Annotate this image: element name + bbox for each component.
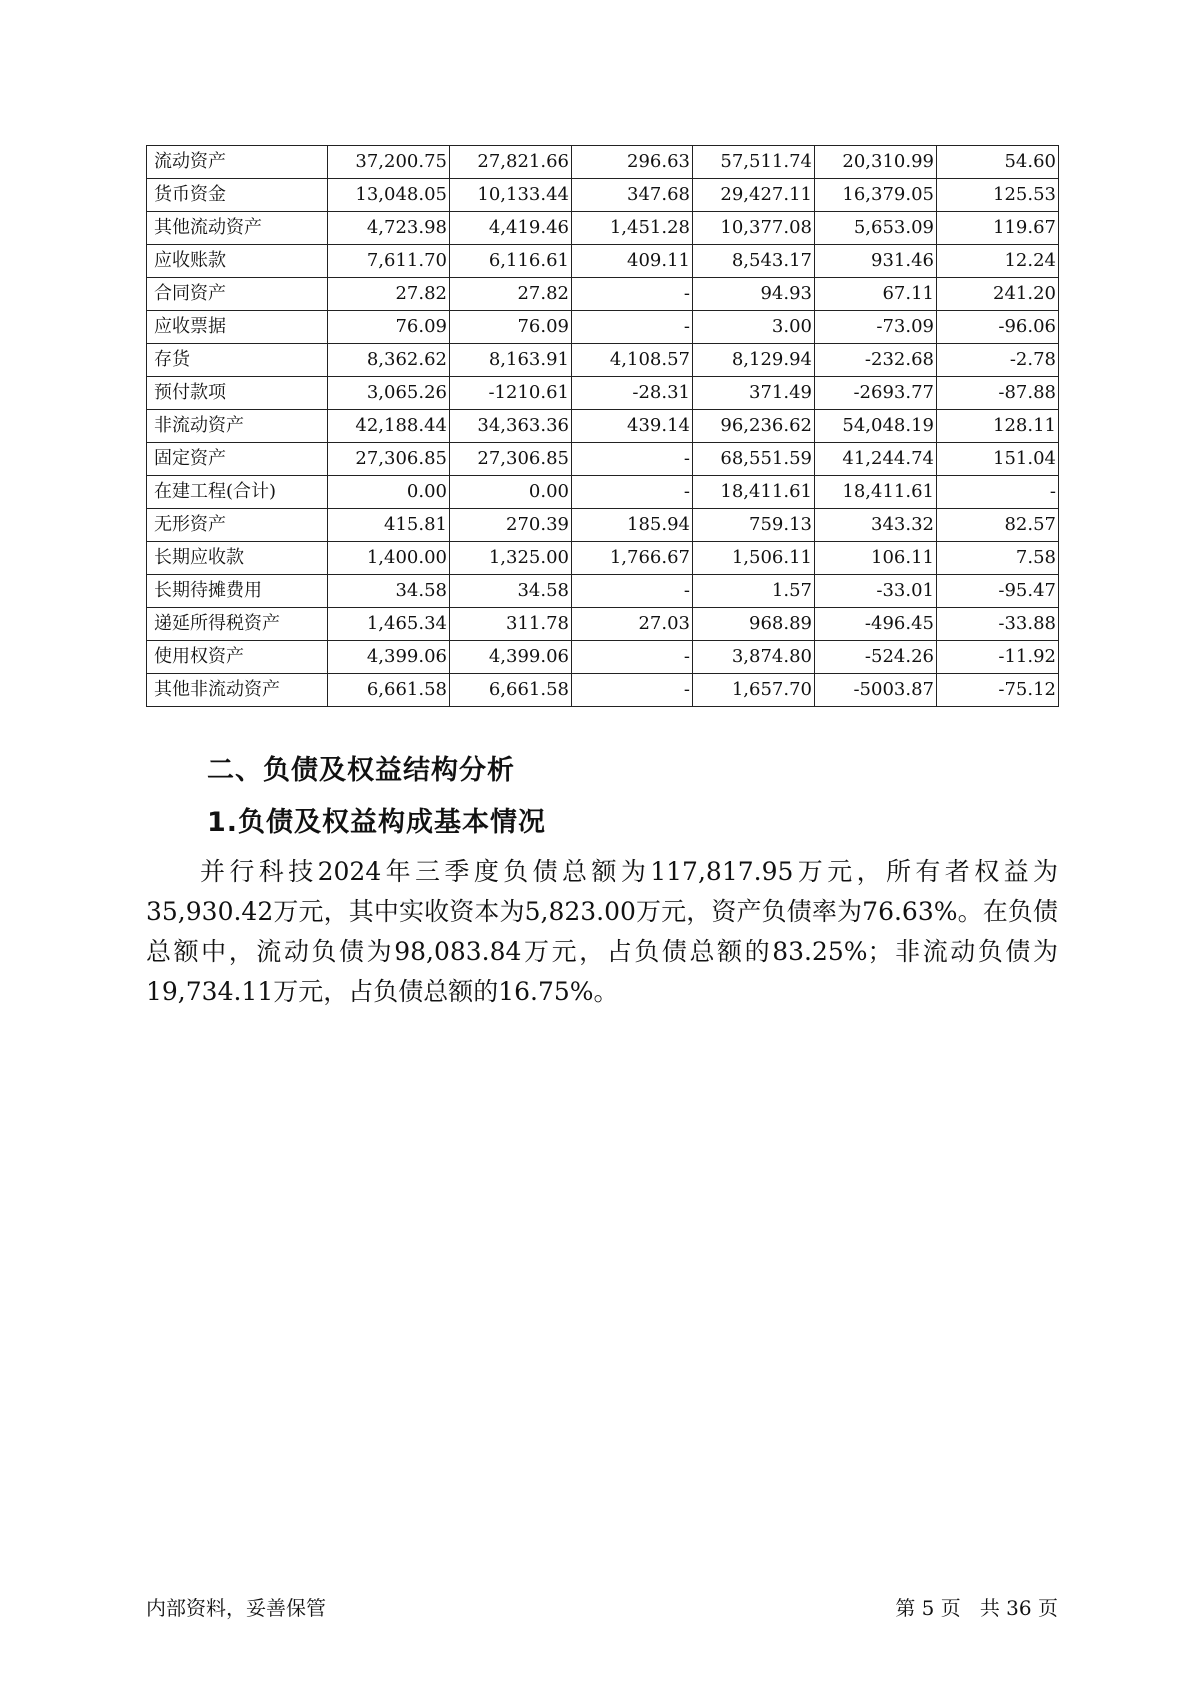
- value-cell: 3,065.26: [328, 377, 450, 410]
- value-cell: -2693.77: [815, 377, 937, 410]
- value-cell: 8,129.94: [693, 344, 815, 377]
- value-cell: 34.58: [328, 575, 450, 608]
- value-cell: 82.57: [937, 509, 1059, 542]
- value-cell: -73.09: [815, 311, 937, 344]
- value-cell: 68,551.59: [693, 443, 815, 476]
- value-cell: -: [572, 311, 693, 344]
- value-cell: 409.11: [572, 245, 693, 278]
- row-label-cell: 长期待摊费用: [147, 575, 328, 608]
- row-label-cell: 其他非流动资产: [147, 674, 328, 707]
- table-row: [147, 410, 1059, 443]
- value-cell: -: [937, 476, 1059, 509]
- value-cell: 6,116.61: [450, 245, 572, 278]
- value-cell: -1210.61: [450, 377, 572, 410]
- row-label-cell: 长期应收款: [147, 542, 328, 575]
- value-cell: 27.03: [572, 608, 693, 641]
- value-cell: 7.58: [937, 542, 1059, 575]
- value-cell: -: [572, 641, 693, 674]
- table-row: [147, 509, 1059, 542]
- row-label-cell: 非流动资产: [147, 410, 328, 443]
- value-cell: -96.06: [937, 311, 1059, 344]
- value-cell: 8,163.91: [450, 344, 572, 377]
- value-cell: 54.60: [937, 146, 1059, 179]
- value-cell: -: [572, 575, 693, 608]
- value-cell: 106.11: [815, 542, 937, 575]
- table-row: [147, 245, 1059, 278]
- row-label-cell: 合同资产: [147, 278, 328, 311]
- value-cell: 6,661.58: [450, 674, 572, 707]
- table-row: [147, 608, 1059, 641]
- value-cell: 931.46: [815, 245, 937, 278]
- value-cell: 34,363.36: [450, 410, 572, 443]
- analysis-paragraph: 并行科技2024年三季度负债总额为117,817.95万元，所有者权益为35,930.42万元，其中实收资本为5,823.00万元，资产负债率为76.63%。在负债总额中，流动负债为98,083.84万元，占负债总额的83.25%；非流动负债为19,734.11万元，占负债总额的16.75%。: [146, 857, 1058, 1006]
- value-cell: 34.58: [450, 575, 572, 608]
- value-cell: 296.63: [572, 146, 693, 179]
- value-cell: 16,379.05: [815, 179, 937, 212]
- table-row: [147, 212, 1059, 245]
- value-cell: 54,048.19: [815, 410, 937, 443]
- asset-table-body: [147, 146, 1059, 707]
- value-cell: 151.04: [937, 443, 1059, 476]
- value-cell: 18,411.61: [815, 476, 937, 509]
- value-cell: 94.93: [693, 278, 815, 311]
- section-heading: 二、负债及权益结构分析: [207, 755, 515, 786]
- row-label-cell: 预付款项: [147, 377, 328, 410]
- row-label-cell: 存货: [147, 344, 328, 377]
- row-label-cell: 流动资产: [147, 146, 328, 179]
- value-cell: 3,874.80: [693, 641, 815, 674]
- value-cell: 7,611.70: [328, 245, 450, 278]
- table-row: [147, 179, 1059, 212]
- value-cell: 1,451.28: [572, 212, 693, 245]
- value-cell: 128.11: [937, 410, 1059, 443]
- value-cell: 57,511.74: [693, 146, 815, 179]
- table-row: [147, 278, 1059, 311]
- value-cell: 27,821.66: [450, 146, 572, 179]
- value-cell: 0.00: [328, 476, 450, 509]
- value-cell: 1,506.11: [693, 542, 815, 575]
- value-cell: 968.89: [693, 608, 815, 641]
- row-label-cell: 使用权资产: [147, 641, 328, 674]
- value-cell: 415.81: [328, 509, 450, 542]
- value-cell: 119.67: [937, 212, 1059, 245]
- value-cell: 42,188.44: [328, 410, 450, 443]
- value-cell: 4,419.46: [450, 212, 572, 245]
- value-cell: 10,133.44: [450, 179, 572, 212]
- row-label-cell: 其他流动资产: [147, 212, 328, 245]
- value-cell: 37,200.75: [328, 146, 450, 179]
- value-cell: 8,543.17: [693, 245, 815, 278]
- row-label-cell: 递延所得税资产: [147, 608, 328, 641]
- value-cell: 13,048.05: [328, 179, 450, 212]
- table-row: [147, 476, 1059, 509]
- value-cell: -28.31: [572, 377, 693, 410]
- value-cell: -232.68: [815, 344, 937, 377]
- value-cell: -75.12: [937, 674, 1059, 707]
- row-label-cell: 应收票据: [147, 311, 328, 344]
- value-cell: 27.82: [450, 278, 572, 311]
- value-cell: -: [572, 278, 693, 311]
- value-cell: 12.24: [937, 245, 1059, 278]
- row-label-cell: 无形资产: [147, 509, 328, 542]
- value-cell: 67.11: [815, 278, 937, 311]
- value-cell: -2.78: [937, 344, 1059, 377]
- value-cell: 759.13: [693, 509, 815, 542]
- value-cell: 6,661.58: [328, 674, 450, 707]
- table-row: [147, 443, 1059, 476]
- value-cell: -: [572, 674, 693, 707]
- value-cell: 371.49: [693, 377, 815, 410]
- table-row: [147, 542, 1059, 575]
- table-row: [147, 377, 1059, 410]
- subsection-heading: 1.负债及权益构成基本情况: [207, 807, 547, 838]
- value-cell: 1,657.70: [693, 674, 815, 707]
- footer-confidential-note: 内部资料，妥善保管: [146, 1596, 326, 1620]
- value-cell: 4,399.06: [328, 641, 450, 674]
- value-cell: -496.45: [815, 608, 937, 641]
- value-cell: -87.88: [937, 377, 1059, 410]
- table-row: [147, 674, 1059, 707]
- value-cell: 76.09: [328, 311, 450, 344]
- value-cell: -33.88: [937, 608, 1059, 641]
- value-cell: 1,465.34: [328, 608, 450, 641]
- value-cell: 1,766.67: [572, 542, 693, 575]
- value-cell: 4,399.06: [450, 641, 572, 674]
- table-row: [147, 575, 1059, 608]
- footer-page-number: 第 5 页 共 36 页: [895, 1596, 1058, 1620]
- value-cell: 185.94: [572, 509, 693, 542]
- value-cell: 10,377.08: [693, 212, 815, 245]
- table-row: [147, 641, 1059, 674]
- value-cell: -: [572, 443, 693, 476]
- value-cell: 1.57: [693, 575, 815, 608]
- value-cell: -5003.87: [815, 674, 937, 707]
- value-cell: 4,108.57: [572, 344, 693, 377]
- value-cell: 3.00: [693, 311, 815, 344]
- row-label-cell: 在建工程(合计): [147, 476, 328, 509]
- row-label-cell: 货币资金: [147, 179, 328, 212]
- value-cell: 343.32: [815, 509, 937, 542]
- value-cell: 4,723.98: [328, 212, 450, 245]
- value-cell: 18,411.61: [693, 476, 815, 509]
- row-label-cell: 应收账款: [147, 245, 328, 278]
- value-cell: 29,427.11: [693, 179, 815, 212]
- value-cell: 76.09: [450, 311, 572, 344]
- value-cell: 27,306.85: [328, 443, 450, 476]
- value-cell: 270.39: [450, 509, 572, 542]
- value-cell: 8,362.62: [328, 344, 450, 377]
- value-cell: 439.14: [572, 410, 693, 443]
- table-row: [147, 311, 1059, 344]
- value-cell: 1,325.00: [450, 542, 572, 575]
- value-cell: 1,400.00: [328, 542, 450, 575]
- value-cell: -95.47: [937, 575, 1059, 608]
- value-cell: 27.82: [328, 278, 450, 311]
- value-cell: 241.20: [937, 278, 1059, 311]
- value-cell: -: [572, 476, 693, 509]
- asset-table: [146, 145, 1059, 707]
- value-cell: 5,653.09: [815, 212, 937, 245]
- value-cell: -524.26: [815, 641, 937, 674]
- value-cell: 20,310.99: [815, 146, 937, 179]
- value-cell: 41,244.74: [815, 443, 937, 476]
- table-row: [147, 344, 1059, 377]
- value-cell: -11.92: [937, 641, 1059, 674]
- value-cell: 125.53: [937, 179, 1059, 212]
- value-cell: 311.78: [450, 608, 572, 641]
- value-cell: 0.00: [450, 476, 572, 509]
- value-cell: 96,236.62: [693, 410, 815, 443]
- value-cell: 27,306.85: [450, 443, 572, 476]
- row-label-cell: 固定资产: [147, 443, 328, 476]
- table-row: [147, 146, 1059, 179]
- value-cell: 347.68: [572, 179, 693, 212]
- value-cell: -33.01: [815, 575, 937, 608]
